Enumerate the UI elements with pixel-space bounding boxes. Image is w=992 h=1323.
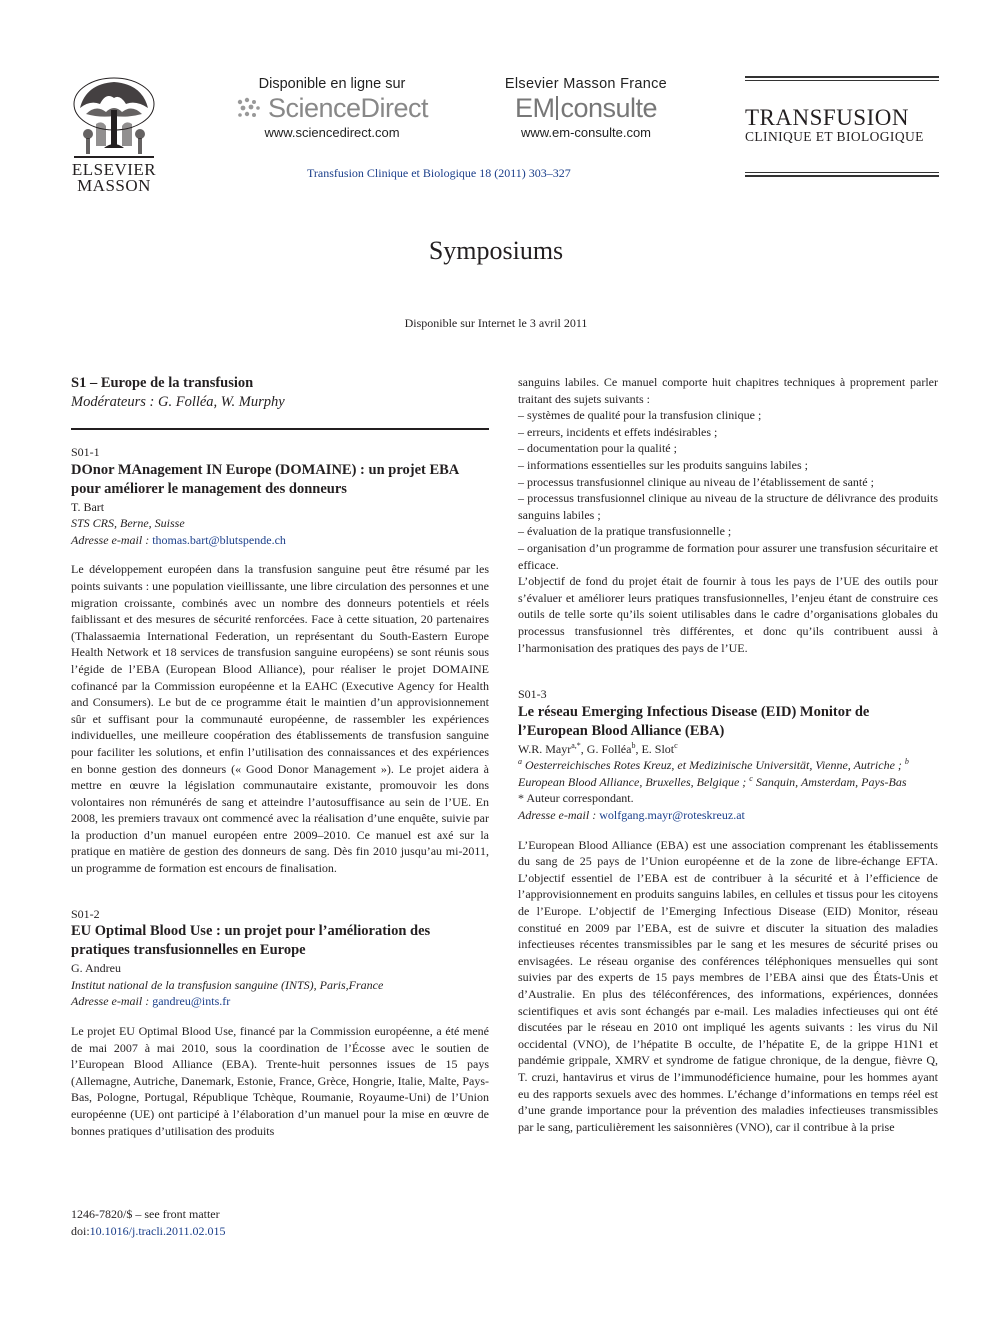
abstract-s01-1 <box>71 444 489 877</box>
list-item: – processus transfusionnel clinique au niveau de la structure de délivrance des produits sanguins labiles ; <box>518 491 938 522</box>
abstract-email <box>71 532 489 549</box>
section-divider <box>71 428 489 430</box>
abstract-s01-3 <box>518 686 938 1135</box>
availability-date: Disponible sur Internet le 3 avril 2011 <box>404 316 588 330</box>
elsevier-wordmark-line1: ELSEVIER <box>71 160 157 179</box>
email-link[interactable]: gandreu@ints.fr <box>152 994 231 1009</box>
em-wordmark-right: consulte <box>560 93 658 123</box>
email-label: Adresse e-mail : <box>71 532 153 547</box>
journal-logo-rule-top-thin <box>745 80 939 81</box>
sciencedirect-block <box>232 76 432 140</box>
abstract-body-continued: sanguins labiles. Ce manuel comporte huit chapitres techniques à proprement parler traitant des sujets suivants : <box>518 375 938 406</box>
email-label: Adresse e-mail : <box>71 994 153 1009</box>
issn-line: 1246-7820/$ – see front matter <box>71 1207 220 1221</box>
topic-list <box>518 407 938 573</box>
abstract-title: EU Optimal Blood Use : un projet pour l’amélioration des pratiques transfusionnelles en Europe <box>71 923 431 959</box>
abstract-email <box>71 993 489 1010</box>
abstract-email <box>518 807 938 824</box>
em-divider <box>556 96 558 120</box>
sciencedirect-logo[interactable] <box>232 93 432 124</box>
abstract-code: S01-3 <box>518 687 547 702</box>
emconsulte-block <box>488 76 684 140</box>
doi-label: doi: <box>71 1223 90 1238</box>
doi-link[interactable]: 10.1016/j.tracli.2011.02.015 <box>89 1223 226 1238</box>
abstract-body: Le projet EU Optimal Blood Use, financé par la Commission européenne, a été mené de mai 2007 à mai 2010, sous la coordination de l’Écosse avec le soutien de l’European Blood Alliance (EBA). Trente-huit personnes issues de 15 pays (Allemagne, Autriche, Danemark, Estonie, France, Grèce, Hongrie, Italie, Malte, Pays-Bas, Pologne, Portugal, République Tchèque, Roumanie, Royaume-Uni) de l’Union européenne (UE) ont participé à l’élaboration d’un manuel pour la mise en œuvre de bonnes pratiques d’utilisation des produits <box>71 1024 489 1138</box>
journal-reference-link[interactable]: Transfusion Clinique et Biologique 18 (2011) 303–327 <box>307 166 571 180</box>
abstract-s01-2 <box>71 906 489 1140</box>
elsevier-wordmark <box>66 162 162 194</box>
email-link[interactable]: thomas.bart@blutspende.ch <box>152 532 286 547</box>
journal-logo-line1: TRANSFUSION <box>745 105 909 130</box>
sd-url-link[interactable]: www.sciencedirect.com <box>264 125 400 140</box>
abstract-body: Le développement européen dans la transfusion sanguine peut être résumé par les points suivants : une population vieillissante, une libre circulation des personnes et une migration croissante, combinés avec un nombre des donneurs potentiels et réels faiblissant et des mesures de sécurité renforcées. Face à cette situation, 20 partenaires (Thalassaemia International Federation, un représentant du South-Eastern Europe Health Network et 18 services de transfusion sanguine européens) se sont réunis sous l’égide de l’EBA (European Blood Alliance), pour réaliser le projet DOMAINE cofinancé par la Commission européenne et la EAHC (Executive Agency for Health and Consumers). Le but de ce programme était le maintien d’un approvisionnement sûr et suffisant pour la communauté européenne, de rassembler les expériences individuelles, une meilleure coopération des établissements de transfusion sanguine pour faciliter les solutions, et enfin l’utilisation des connaissances et des expériences en bonne gestion des donneurs (« Good Donor Management »). Le projet aidera à mettre en œuvre la législation communautaire existante, promouvoir les dons volontaires non rémunérés de sang et atteindre l’autosuffisance au sein de l’UE. En 2008, les premiers travaux ont commencé avec la réalisation d’une enquête, suivie par la production d’un manuel européen entre 2009–2010. Ce manuel est axé sur la pratique en matière de gestion des donneurs de sang. Dès fin 2010 jusqu’au mi-2011, un programme de formation est encours de finalisation. <box>71 562 489 876</box>
abstract-authors: W.R. Mayr$^{a,*}$, G. Folléa$^b$, E. Slot$^c$ <box>518 740 678 756</box>
list-item: – organisation d’un programme de formation pour assurer une transfusion sécuritaire et efficace. <box>518 540 938 572</box>
abstract-code: S01-2 <box>71 906 100 921</box>
page-title: Symposiums <box>428 236 564 265</box>
list-item: – évaluation de la pratique transfusionnelle ; <box>518 524 732 539</box>
doi-line <box>71 1223 226 1240</box>
abstract-authors: T. Bart <box>71 499 105 514</box>
sciencedirect-wordmark: ScienceDirect <box>267 93 429 123</box>
list-item: – documentation pour la qualité ; <box>518 441 677 456</box>
abstract-affiliation: $^a$ Oesterreichisches Rotes Kreuz, et Medizinische Universität, Vienne, Autriche ; $^b$ European Blood Alliance, Bruxelles, Belgique ; $^c$ Sanquin, Amsterdam, Pays-Bas <box>518 757 909 789</box>
list-item: – erreurs, incidents et effets indésirables ; <box>518 424 718 439</box>
emconsulte-logo[interactable] <box>488 93 684 124</box>
em-publisher-text: Elsevier Masson France <box>504 76 668 92</box>
email-link[interactable]: wolfgang.mayr@roteskreuz.at <box>599 808 745 823</box>
abstract-code: S01-1 <box>71 445 100 459</box>
elsevier-wordmark-line2: MASSON <box>77 176 151 195</box>
journal-logo <box>745 76 939 144</box>
journal-logo-rule-top <box>745 76 939 78</box>
list-item: – informations essentielles sur les produits sanguins labiles ; <box>518 457 808 472</box>
journal-logo-line2: CLINIQUE ET BIOLOGIQUE <box>745 129 924 144</box>
footer <box>71 1206 226 1239</box>
abstract-affiliation: Institut national de la transfusion sanguine (INTS), Paris,France <box>71 977 384 992</box>
list-item: – processus transfusionnel clinique au niveau de l’établissement de santé ; <box>518 474 874 489</box>
em-url-link[interactable]: www.em-consulte.com <box>520 125 652 140</box>
right-column <box>518 374 938 1135</box>
abstract-title: DOnor MAnagement IN Europe (DOMAINE) : un projet EBA pour améliorer le management des donneurs <box>71 461 459 497</box>
sd-available-text: Disponible en ligne sur <box>258 76 406 92</box>
abstract-title: Le réseau Emerging Infectious Disease (EID) Monitor de l’European Blood Alliance (EBA) <box>518 703 870 739</box>
section-moderators: Modérateurs : G. Folléa, W. Murphy <box>71 394 285 410</box>
sciencedirect-dots-icon <box>236 96 262 122</box>
abstract-closing: L’objectif de fond du projet était de fournir à tous les pays de l’UE des outils pour s’évaluer et améliorer leurs pratiques transfusionnelles, l’enjeu étant de construire ces outils de telle sorte qu’ils soient utilisables dans le cadre d’organisations globales du processus transfusionnel très différentes, et donc qu’ils contribuent aussi à l’harmonisation des pratiques des pays de l’UE. <box>518 574 938 655</box>
abstract-s01-2-continued <box>518 374 938 656</box>
em-wordmark-left: EM <box>514 93 555 123</box>
abstract-affiliation: STS CRS, Berne, Suisse <box>71 516 185 531</box>
abstract-body: L’European Blood Alliance (EBA) est une association comprenant les établissements du sang de 25 pays de l’Union européenne et de la zone de libre-échange EFTA. L’objectif essentiel de l’EBA est de contribuer à la sécurité et à l’efficience de l’approvisionnement en produits sanguins labiles, en cellules et tissus pour les citoyens de l’Europe. L’objectif de l’Emerging Infectious Disease (EID) Monitor, réseau constitué en 2009 par l’EBA, est de suivre et discuter la situation des maladies infectieuses récentes transmissibles par le sang et les mesures de sécurité prises ou envisagées. Le réseau organise des conférences téléphoniques mensuelles qui sont suivies par des experts de 15 pays membres de l’EBA ainsi que des États-Unis et d’Australie. En plus des téléconférences, des informations, expériences, données scientifiques et avis sont échangés par e-mail. Les maladies infectieuses qui ont été discutées par le réseau en 2010 ont impliqué les agents suivants : les virus du Nil occidental (VNO), de l’hépatite B occulte, de l’hépatite E, de la grippe H1N1 et pandémie grippale, XMRV et syndrome de fatigue chronique, de la dengue, fièvre Q, T. cruzi, hantavirus et virus de l’immunodéficience humaine, pour les hommes ayant eu des rapports sexuels avec des hommes. L’échange d’informations en temps réel est d’une grande importance pour la prévention des maladies infectieuses transmissibles par le sang, particulièrement les saisonnières (VNO), car il contribue à la prise <box>518 837 938 1134</box>
journal-logo-rule-bottom <box>745 170 939 177</box>
left-column <box>71 374 489 1139</box>
list-item: – systèmes de qualité pour la transfusion clinique ; <box>518 408 762 423</box>
section-heading: S1 – Europe de la transfusion <box>71 375 254 391</box>
elsevier-masson-logo <box>66 74 162 196</box>
corresponding-author-note: * Auteur correspondant. <box>518 791 634 806</box>
abstract-authors: G. Andreu <box>71 961 121 976</box>
email-label: Adresse e-mail : <box>518 808 600 823</box>
elsevier-tree-icon <box>66 74 162 160</box>
